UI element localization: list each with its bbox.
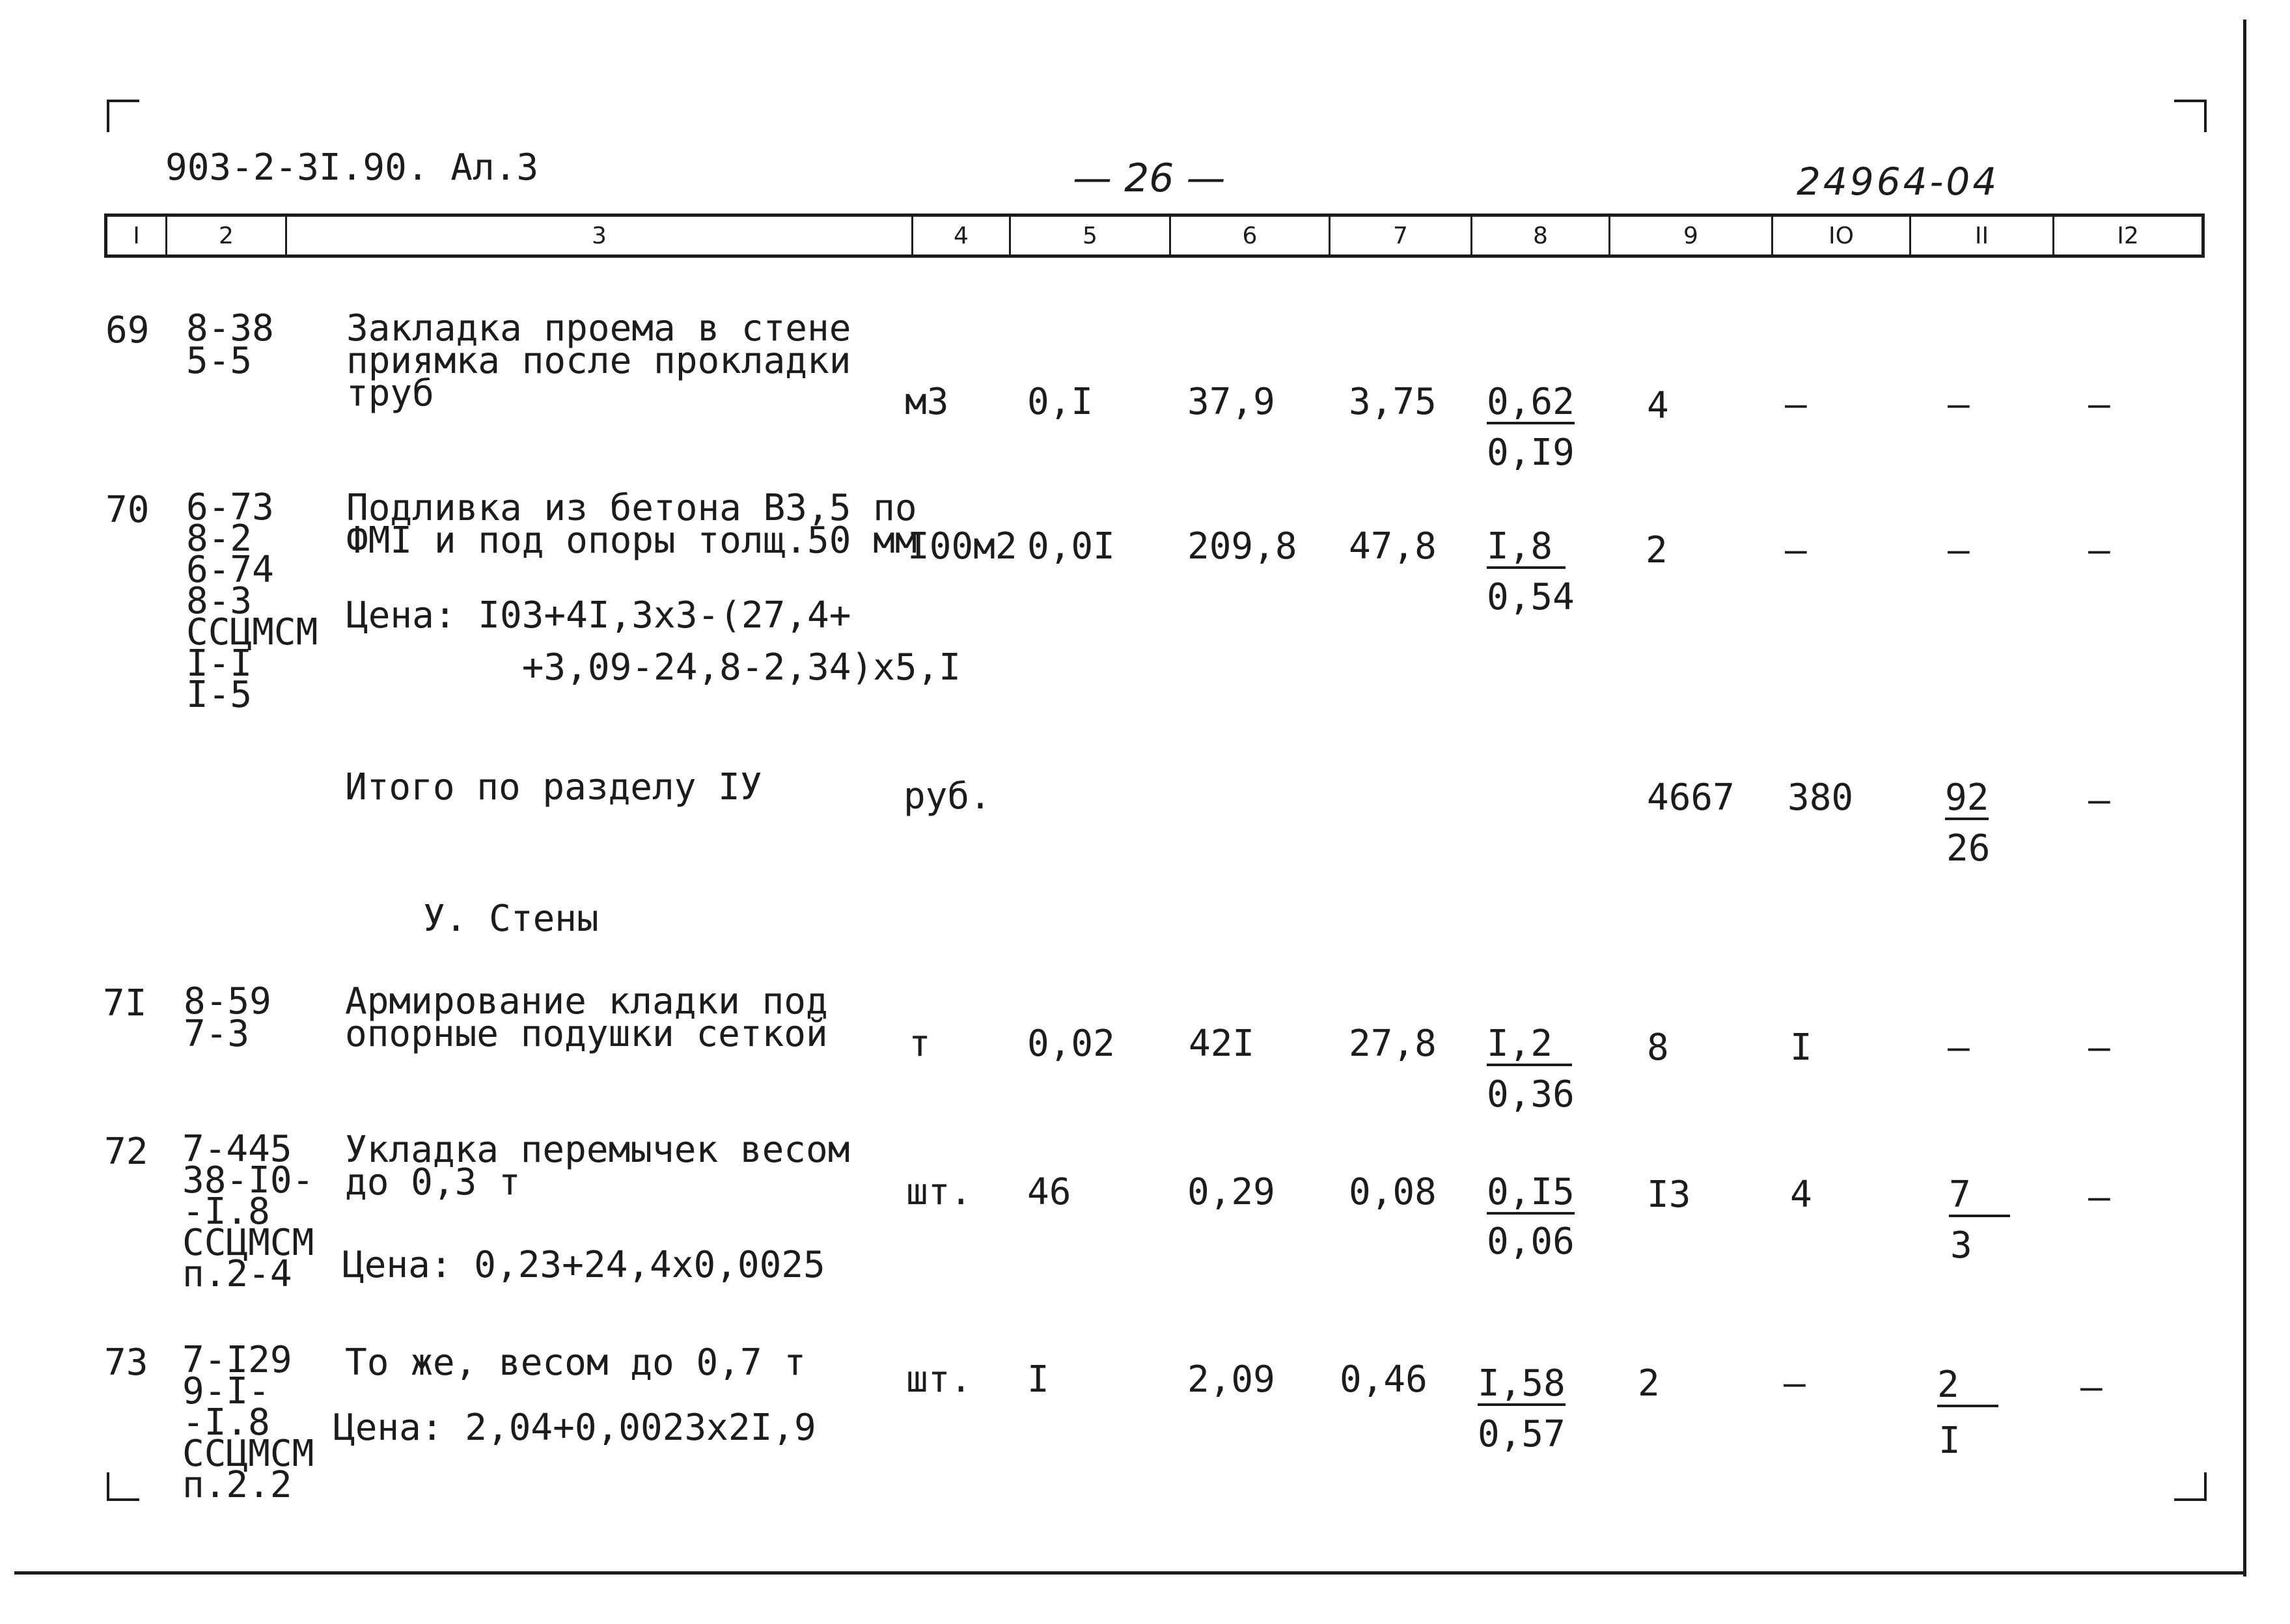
unit-cell: шт. (906, 1358, 973, 1401)
col8-bottom: 0,36 (1487, 1073, 1575, 1116)
col8-top (1487, 1171, 1575, 1215)
column-header: I (107, 217, 167, 255)
col8-top (1487, 525, 1566, 569)
col9-cell: I3 (1647, 1174, 1691, 1216)
col8-top (1487, 1023, 1572, 1066)
col7-cell: 47,8 (1349, 525, 1437, 568)
col8-top (1487, 381, 1575, 424)
col12-cell: – (2088, 1176, 2110, 1218)
col11-top-value: 2 (1937, 1367, 1998, 1407)
unit-cell: шт. (906, 1171, 973, 1213)
price-formula: Цена: I03+4I,3х3-(27,4+ +3,09-24,8-2,34)х5,I (346, 594, 961, 689)
col7-cell: 0,46 (1340, 1358, 1428, 1401)
page-number: — 26 — (1073, 156, 1226, 201)
col6-cell: 209,8 (1187, 525, 1297, 568)
col8-top-value: 0,I5 (1487, 1171, 1575, 1213)
col11-top (1945, 777, 1989, 820)
work-description: То же, весом до 0,7 т (345, 1342, 807, 1384)
col11-top (1949, 1174, 2010, 1217)
column-header: 9 (1610, 217, 1773, 255)
norm-code: 8-38 5-5 (186, 307, 274, 382)
row-number: 73 (104, 1342, 148, 1384)
row-number: 7I (103, 982, 147, 1025)
col9-cell: 4 (1647, 385, 1669, 427)
column-header: 2 (167, 217, 287, 255)
corner-mark-top-right (2174, 100, 2207, 132)
col6-cell: 0,29 (1187, 1171, 1275, 1213)
row-number: 70 (105, 489, 150, 531)
col12-cell: – (2088, 383, 2110, 426)
row-number: 69 (105, 309, 150, 351)
column-header: 4 (913, 217, 1011, 255)
corner-mark-bottom-left (107, 1472, 139, 1501)
column-header: I2 (2117, 222, 2139, 249)
unit-cell: т (909, 1023, 931, 1065)
price-formula: Цена: 0,23+24,4х0,0025 (342, 1244, 825, 1286)
col8-bottom: 0,54 (1487, 576, 1575, 618)
unit-cell: руб. (904, 775, 991, 818)
col11-top (1937, 1364, 1998, 1407)
column-header-row (104, 213, 2205, 258)
col10-cell: – (1784, 1362, 1806, 1405)
quantity-cell: 0,02 (1027, 1023, 1115, 1065)
col9-cell: 2 (1646, 529, 1668, 571)
col10-cell: – (1785, 529, 1807, 571)
col8-top-value: 0,62 (1487, 381, 1575, 423)
work-description: Закладка проема в стене приямка после прокладки труб (346, 307, 851, 415)
price-formula: Цена: 2,04+0,0023х2I,9 (333, 1407, 816, 1449)
handwritten-code: 24964-04 (1797, 159, 2000, 204)
col7-cell: 0,08 (1349, 1171, 1437, 1213)
col10-cell: – (1785, 383, 1807, 426)
col11-bottom: 3 (1950, 1224, 1972, 1267)
col9-cell: 2 (1638, 1362, 1660, 1405)
norm-code: 7-445 38-I0- -I.8 ССЦМСМ п.2-4 (182, 1128, 314, 1295)
quantity-cell: 0,0I (1027, 525, 1115, 568)
col11-bottom: I (1938, 1420, 1961, 1462)
column-header: 8 (1472, 217, 1610, 255)
col12-cell: – (2088, 1026, 2110, 1069)
column-header: 5 (1011, 217, 1171, 255)
work-description: Подливка из бетона В3,5 по ФМI и под опоры толщ.50 мм (346, 487, 917, 562)
quantity-cell: 0,I (1027, 381, 1094, 423)
col11-bottom: 26 (1946, 827, 1991, 870)
col7-cell: 3,75 (1349, 381, 1437, 423)
col8-top (1478, 1362, 1566, 1406)
col10-cell: 380 (1787, 777, 1854, 819)
page-border-right (2243, 20, 2246, 1576)
col12-cell: – (2088, 779, 2110, 821)
col8-bottom: 0,57 (1478, 1413, 1566, 1455)
corner-mark-top-left (107, 100, 139, 132)
col10-cell: 4 (1790, 1174, 1812, 1216)
col6-cell: 42I (1189, 1023, 1255, 1065)
total-label: Итого по разделу IУ (345, 766, 762, 808)
column-header: IO (1773, 217, 1911, 255)
norm-code: 6-73 8-2 6-74 8-3 ССЦМСМ I-I I-5 (186, 486, 318, 716)
column-header: II (1911, 217, 2054, 255)
col11-top-value: 7 (1949, 1177, 2010, 1217)
col11-cell: – (1948, 383, 1970, 426)
col8-top-value: I,58 (1478, 1362, 1566, 1405)
col11-top-value: 92 (1945, 777, 1989, 819)
col9-cell: 8 (1647, 1026, 1669, 1069)
col8-top-value: I,2 (1487, 1026, 1572, 1066)
document-code: 903-2-3I.90. Ал.3 (165, 146, 539, 189)
work-description: Укладка перемычек весом до 0,3 т (345, 1129, 850, 1204)
column-header: 7 (1331, 217, 1472, 255)
col8-bottom: 0,I9 (1487, 432, 1575, 474)
col6-cell: 2,09 (1187, 1358, 1275, 1401)
quantity-cell: I (1027, 1358, 1049, 1401)
section-title: У. Стены (423, 898, 599, 940)
col10-cell: I (1790, 1026, 1812, 1069)
col8-bottom: 0,06 (1487, 1220, 1575, 1263)
col12-cell: – (2088, 529, 2110, 571)
column-header: 6 (1171, 217, 1331, 255)
norm-code: 8-59 7-3 (184, 980, 271, 1055)
work-description: Армирование кладки под опорные подушки сеткой (345, 980, 828, 1055)
row-number: 72 (104, 1131, 148, 1173)
col9-cell: 4667 (1647, 777, 1735, 819)
corner-mark-bottom-right (2174, 1472, 2207, 1501)
page-border-bottom (14, 1571, 2246, 1575)
unit-cell: I00м2 (907, 525, 1017, 568)
unit-cell: м3 (905, 381, 949, 423)
col12-cell: – (2080, 1366, 2103, 1409)
col8-top-value: I,8 (1487, 529, 1566, 569)
quantity-cell: 46 (1027, 1171, 1071, 1213)
column-header: 3 (287, 217, 913, 255)
col11-cell: – (1948, 529, 1970, 571)
col7-cell: 27,8 (1349, 1023, 1437, 1065)
col6-cell: 37,9 (1187, 381, 1275, 423)
col11-cell: – (1948, 1026, 1970, 1069)
norm-code: 7-I29 9-I- -I.8 ССЦМСМ п.2.2 (182, 1339, 314, 1506)
